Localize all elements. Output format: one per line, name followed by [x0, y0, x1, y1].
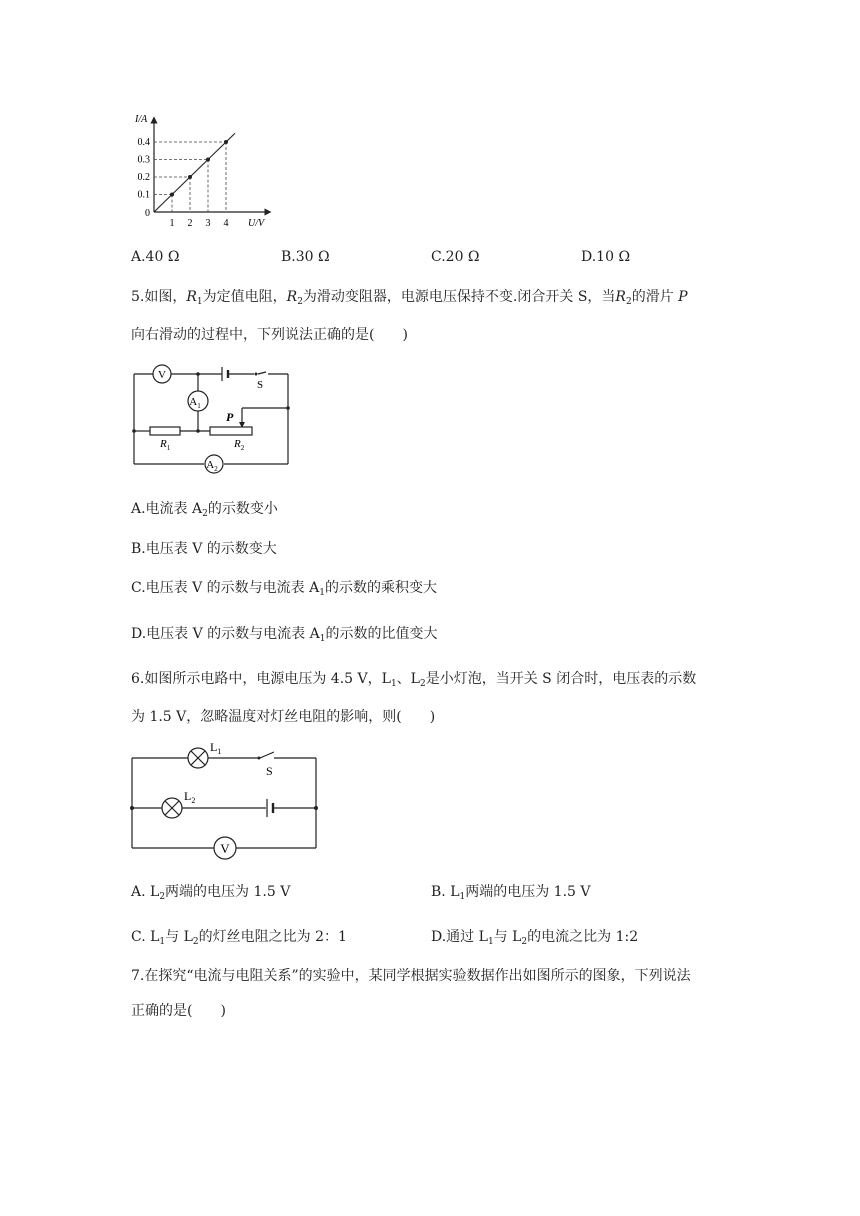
q6-stem-line2: 为 1.5 V，忽略温度对灯丝电阻的影响，则( )	[131, 709, 436, 725]
q5-option-c[interactable]: C.电压表 V 的示数与电流表 $A_1$的示数的乘积变大	[131, 580, 437, 598]
origin-label: 0	[145, 208, 150, 219]
q5-option-d[interactable]: D.电压表 V 的示数与电流表 $A_1$的示数的比值变大	[131, 626, 438, 644]
x-tick-label: 3	[205, 218, 211, 229]
q4-option-d[interactable]: D.10 Ω	[581, 249, 631, 265]
data-point	[224, 140, 228, 144]
q5-stem-line2: 向右滑动的过程中，下列说法正确的是( )	[131, 327, 408, 343]
q5-option-b[interactable]: B.电压表 V 的示数变大	[131, 541, 277, 557]
switch-contact-icon	[258, 757, 261, 760]
q6-option-c[interactable]: C. $L_1$与 $L_2$的灯丝电阻之比为 2：1	[131, 929, 347, 947]
junction-dot	[314, 806, 318, 810]
junction-dot	[196, 372, 200, 376]
rheostat-r2-label: $R_2$	[234, 438, 245, 452]
q6-option-d[interactable]: D.通过 $L_1$与 $L_2$的电流之比为 1:2	[431, 929, 639, 947]
x-tick-label: 1	[169, 218, 175, 229]
switch-contact-icon	[255, 373, 258, 376]
q6-circuit-diagram	[126, 738, 322, 862]
resistor-r1-label: $R_1$	[160, 438, 171, 452]
rheostat-r2	[210, 427, 252, 435]
y-axis-label: I/A	[135, 114, 148, 125]
lamp-l1-label: $L_1$	[210, 740, 222, 756]
q5-circuit-diagram	[126, 362, 298, 474]
data-point	[206, 158, 210, 162]
voltmeter-label: V	[220, 841, 230, 856]
junction-dot	[132, 429, 136, 433]
data-line	[154, 133, 235, 212]
q4-current-voltage-graph	[126, 108, 286, 232]
q4-option-c[interactable]: C.20 Ω	[431, 249, 480, 265]
ammeter-a1-label: $A_1$	[189, 396, 201, 410]
q5-option-a[interactable]: A.电流表 $A_2$的示数变小	[131, 501, 278, 519]
junction-dot	[130, 806, 134, 810]
lamp-l2-label: $L_2$	[184, 789, 196, 805]
x-tick-label: 2	[187, 218, 193, 229]
lamp-l2-icon	[162, 798, 182, 818]
y-tick-label: 0.2	[137, 172, 150, 183]
data-point	[170, 193, 174, 197]
y-tick-label: 0.4	[137, 137, 150, 148]
junction-dot	[196, 429, 200, 433]
q4-option-a[interactable]: A.40 Ω	[131, 249, 180, 265]
q7-stem-line1: 7.在探究“电流与电阻关系”的实验中，某同学根据实验数据作出如图所示的图象，下列说法	[131, 968, 691, 984]
junction-dot	[286, 406, 290, 410]
switch-label: S	[266, 764, 273, 778]
q6-option-b[interactable]: B. $L_1$两端的电压为 1.5 V	[431, 884, 591, 902]
q7-stem-line2: 正确的是( )	[131, 1003, 226, 1019]
q6-option-a[interactable]: A. $L_2$两端的电压为 1.5 V	[131, 884, 291, 902]
x-tick-label: 4	[223, 218, 229, 229]
ammeter-a2-label: $A_2$	[206, 459, 218, 473]
y-tick-label: 0.3	[137, 154, 150, 166]
x-axis-label: U/V	[248, 218, 265, 229]
q4-option-b[interactable]: B.30 Ω	[281, 249, 330, 265]
q5-stem-line1: 5.如图，$R_1$为定值电阻，$R_2$为滑动变阻器，电源电压保持不变.闭合开关 S，当$R_2$的滑片 P	[131, 289, 688, 307]
resistor-r1	[150, 427, 180, 435]
y-tick-label: 0.1	[137, 189, 150, 201]
data-point	[188, 175, 192, 179]
q6-stem-line1: 6.如图所示电路中，电源电压为 4.5 V，$L_1$、$L_2$是小灯泡，当开关 S 闭合时，电压表的示数	[131, 671, 697, 689]
voltmeter-label: V	[158, 369, 166, 381]
slider-p-label: P	[226, 410, 234, 424]
lamp-l1-icon	[188, 748, 208, 768]
switch-label: S	[257, 379, 264, 391]
